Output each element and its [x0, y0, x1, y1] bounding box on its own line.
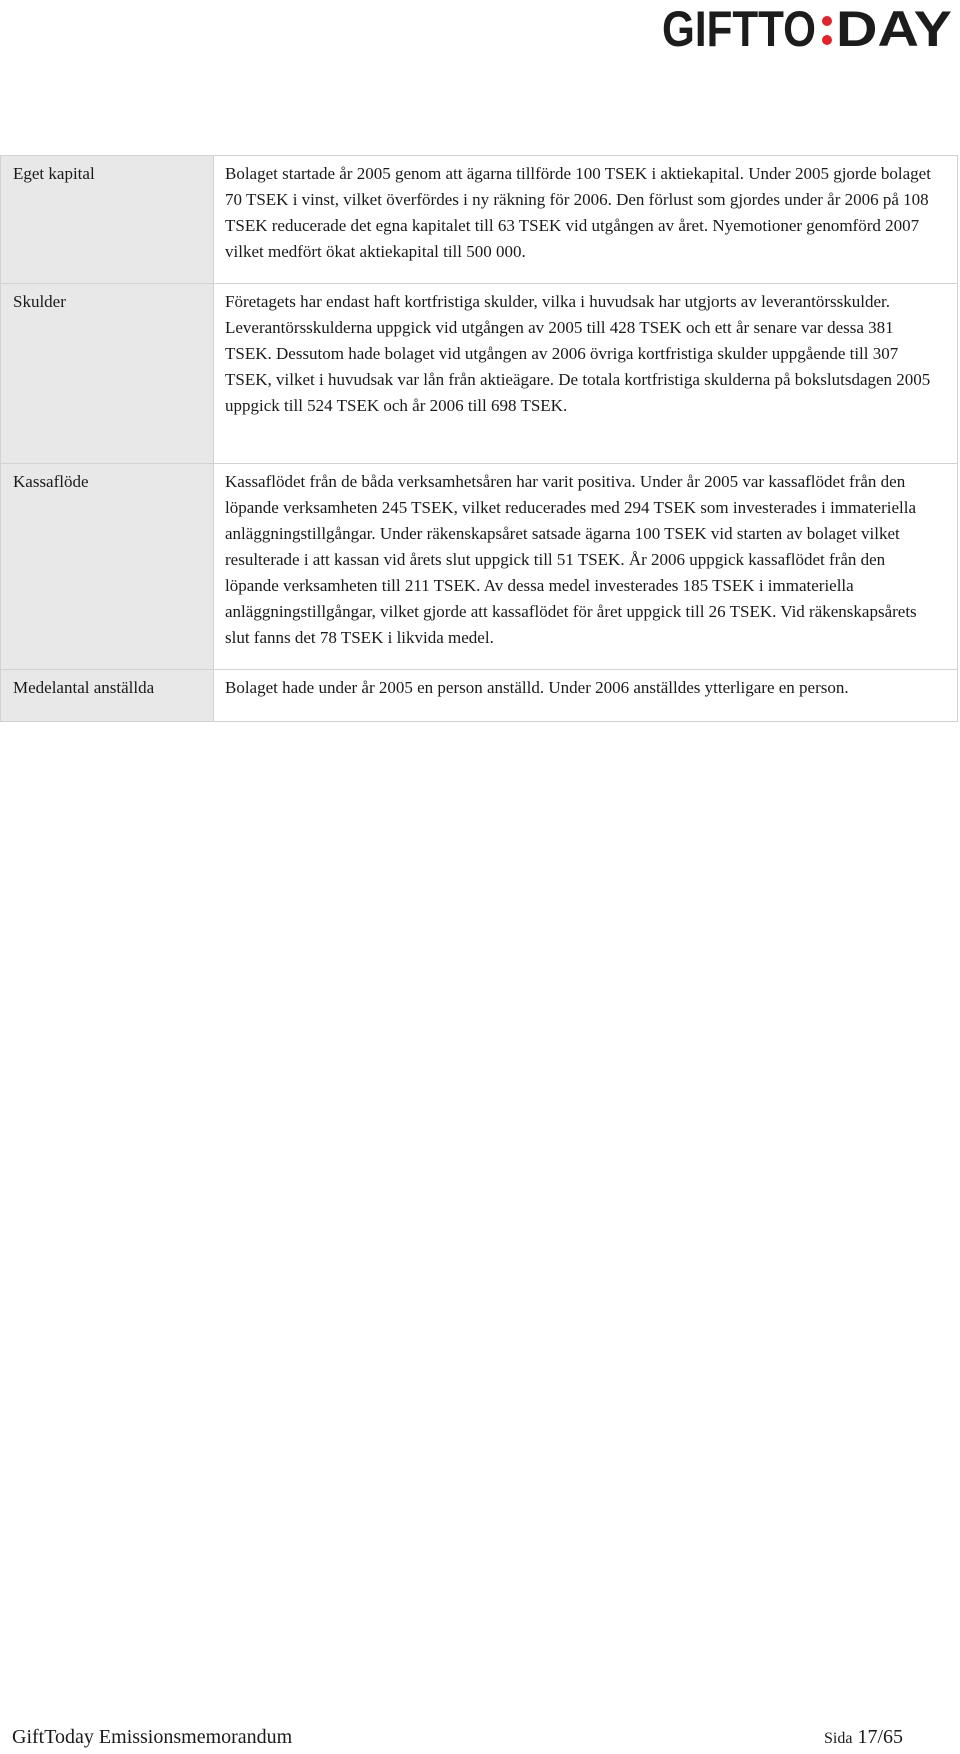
row-text-eget-kapital: Bolaget startade år 2005 genom att ägarna tillförde 100 TSEK i aktiekapital. Under 2005 gjorde bolaget 70 TSEK i vinst, vilket överfördes i ny räkning för 2006. Den förlust som gjordes under år 2006 på 108 TSEK reducerade det egna kapitalet till 63 TSEK vid utgången av året. Nyemotioner genomförd 2007 vilket medfört ökat aktiekapital till 500 000. — [214, 156, 958, 284]
row-label-skulder: Skulder — [1, 284, 214, 464]
giftoday-logo — [662, 2, 954, 54]
table-row — [1, 156, 958, 284]
table-row — [1, 464, 958, 670]
svg-text:DAY: DAY — [836, 2, 952, 54]
page-number-value: 17/65 — [857, 1726, 903, 1748]
row-text-medelantal-anstallda: Bolaget hade under år 2005 en person anställd. Under 2006 anställdes ytterligare en person. — [214, 670, 958, 722]
table-row — [1, 670, 958, 722]
row-text-kassaflode: Kassaflödet från de båda verksamhetsåren har varit positiva. Under år 2005 var kassaflödet från den löpande verksamheten 245 TSEK, vilket reducerades med 294 TSEK som investerades i immateriella anläggningstillgångar. Under räkenskapsåret satsade ägarna 100 TSEK vid starten av bolaget vilket resulterade i att kassan vid årets slut uppgick till 51 TSEK. År 2006 uppgick kassaflödet från den löpande verksamheten till 211 TSEK. Av dessa medel investerades 185 TSEK i immateriella anläggningstillgångar, vilket gjorde att kassaflödet för året uppgick till 26 TSEK. Vid räkenskapsårets slut fanns det 78 TSEK i likvida medel. — [214, 464, 958, 670]
row-label-kassaflode: Kassaflöde — [1, 464, 214, 670]
footer-document-title: GiftToday Emissionsmemorandum — [12, 1726, 293, 1748]
row-text-skulder: Företagets har endast haft kortfristiga skulder, vilka i huvudsak har utgjorts av leverantörsskulder. Leverantörsskulderna uppgick vid utgången av 2005 till 428 TSEK och ett år senare var dessa 381 TSEK. Dessutom hade bolaget vid utgången av 2006 övriga kortfristiga skulder uppgående till 307 TSEK, vilket i huvudsak var lån från aktieägare. De totala kortfristiga skulderna på bokslutsdagen 2005 uppgick till 524 TSEK och år 2006 till 698 TSEK. — [214, 284, 958, 464]
company-info-table — [0, 155, 958, 722]
svg-text:GIFTTO: GIFTTO — [662, 2, 816, 54]
table-row — [1, 284, 958, 464]
page-label: Sida — [823, 1730, 853, 1747]
row-label-eget-kapital: Eget kapital — [1, 156, 214, 284]
row-label-medelantal-anstallda: Medelantal anställda — [1, 670, 214, 722]
footer-page-number — [824, 1725, 903, 1751]
